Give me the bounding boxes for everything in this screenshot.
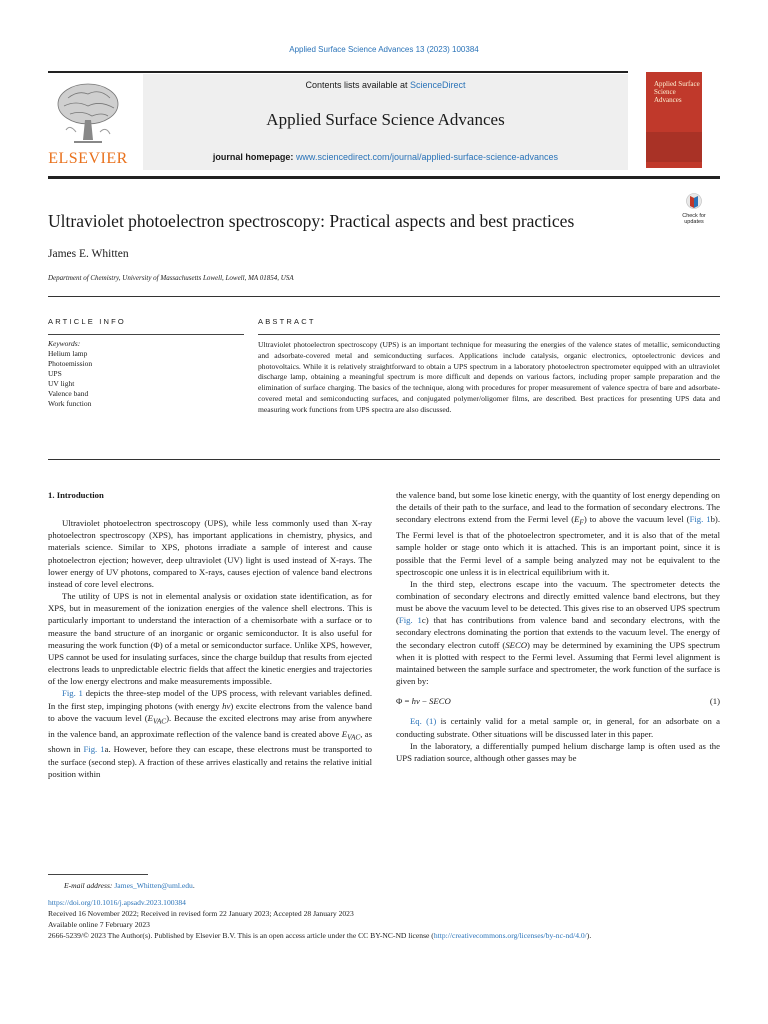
- equation-minus: −: [419, 696, 430, 707]
- abstract-heading: ABSTRACT: [258, 317, 316, 326]
- footnote-rule: [48, 874, 148, 875]
- check-updates-line1: Check for: [682, 213, 706, 219]
- journal-homepage-line: [143, 152, 628, 162]
- article-info-rule: [48, 334, 244, 335]
- check-updates-label: [674, 213, 714, 225]
- symbol-seco: SECO: [505, 639, 528, 650]
- available-online: Available online 7 February 2023: [48, 920, 150, 929]
- journal-title[interactable]: Applied Surface Science Advances: [266, 110, 505, 129]
- email-label: E-mail address:: [64, 881, 115, 890]
- keyword-item: UPS: [48, 369, 62, 378]
- article-info-heading: ARTICLE INFO: [48, 317, 126, 326]
- article-footer: [48, 880, 720, 941]
- received-dates: Received 16 November 2022; Received in revised form 22 January 2023; Accepted 28 January 2023: [48, 909, 354, 918]
- symbol-ef: E: [574, 514, 580, 525]
- section-rule: [48, 296, 720, 297]
- equation-seco: SECO: [429, 696, 451, 707]
- homepage-label: journal homepage:: [212, 152, 296, 162]
- body-paragraph: In the laboratory, a differentially pumped helium discharge lamp is often used as the UPS radiation source, although other gasses may be: [396, 740, 720, 763]
- article-title: Ultraviolet photoelectron spectroscopy: Practical aspects and best practices: [48, 211, 575, 231]
- check-for-updates-button[interactable]: [674, 193, 714, 231]
- text-run: ) may be determined by examining the UPS spectrum when it is plotted with respect to the Fermi level. Assuming that Fermi level alignment is maintained between the sample surface and spectrometer, the work function of the surface is given by:: [396, 639, 720, 687]
- figure-link[interactable]: Fig. 1: [62, 688, 83, 699]
- text-run: ). Because the excited electrons may arise from anywhere in the valence band, an approximate reflection of the valence band is created above: [48, 712, 373, 739]
- text-run: b). The Fermi level is that of the photoelectron spectrometer, and it is also that of the metal sample holder or stage onto which it is attached. This is an important point, since it is possible that the Fermi level of a sample being analyzed may not be equivalent to the spectroscopic one unless it is in electrical equilibrium with it.: [396, 514, 720, 577]
- text-run: a. However, before they can escape, these electrons must be transported to the surface (second step). A fraction of these arrives elastically and retains the relative initial position within: [48, 744, 373, 779]
- equation-hv: hν: [411, 696, 420, 707]
- text-run: , as shown in: [48, 728, 372, 755]
- license-end: ).: [586, 931, 592, 940]
- body-paragraph: The utility of UPS is not in elemental analysis or oxidation state identification, as for XPS, but in measurement of the ionization energies of the valence shell electrons. This is particularly important to understand the interaction of a chemisorbate with a surface or to measure the band structure of an inorganic or organic semiconductor. It is also useful for measuring the work function (Φ) of a metal or semiconductor surface. Unlike XPS, however, UPS cannot be used for insulating surfaces, since the charge buildup that results from ejected electrons leads to unpredictable electric fields that affect the kinetic energies and trajectories of the low energy electrons and make measurements impossible.: [48, 591, 372, 687]
- body-paragraph: [396, 715, 720, 739]
- cover-band: [646, 132, 702, 162]
- abstract-rule: [258, 334, 720, 335]
- author-affiliation: Department of Chemistry, University of Massachusetts Lowell, Lowell, MA 01854, USA: [48, 274, 294, 282]
- license-statement: [48, 930, 720, 941]
- elsevier-tree-icon: [48, 80, 128, 146]
- author-email-link[interactable]: James_Whitten@uml.edu: [114, 881, 193, 890]
- text-run: depicts the three-step model of the UPS process, with relevant variables defined. In the first step, impinging photons (with energy: [48, 688, 372, 711]
- text-run: ) excite electrons from the valence band to above the vacuum level (: [48, 700, 372, 723]
- text-run: is certainly valid for a metal sample or, in general, for an adsorbate on a conducting substrate. Other situations will be discussed later in this paper.: [396, 716, 721, 739]
- journal-masthead: [143, 74, 628, 170]
- check-updates-icon: [686, 193, 702, 211]
- header-rule: [48, 71, 628, 73]
- text-run: c) that has contributions from valence band and secondary electrons, with the secondary electrons dominating the portion that extends to the vacuum level. The energy of the secondary electron cutoff (: [396, 615, 720, 650]
- section-rule: [48, 459, 720, 460]
- equation-1: [396, 695, 720, 707]
- sciencedirect-link[interactable]: ScienceDirect: [410, 80, 466, 90]
- symbol-evac-sub: VAC: [152, 717, 167, 726]
- elsevier-wordmark: ELSEVIER: [48, 150, 128, 167]
- keywords-list: [48, 339, 244, 409]
- license-text: 2666-5239/© 2023 The Author(s). Published by Elsevier B.V. This is an open access article under the CC BY-NC-ND license (: [48, 931, 434, 940]
- email-end: .: [192, 881, 195, 890]
- body-paragraph: Ultraviolet photoelectron spectroscopy (UPS), while less commonly used than X-ray photoelectron spectroscopy (XPS), has important applications in chemistry, physics, and materials science. Similar to XPS, photons irradiate a sample of interest and cause photoelectron ejection; however, deep ultraviolet (UV) light is used instead of X-rays. The lower energy of UV photons, compared to X-rays, causes ejection of valence band electrons instead of core level electrons.: [48, 518, 372, 589]
- figure-link[interactable]: Fig. 1: [83, 744, 105, 755]
- symbol-ef-sub: F: [579, 519, 584, 528]
- keyword-item: UV light: [48, 379, 75, 388]
- introduction-heading: 1. Introduction: [48, 490, 104, 500]
- journal-homepage-link[interactable]: www.sciencedirect.com/journal/applied-surface-science-advances: [295, 152, 559, 162]
- symbol-evac: E: [341, 728, 348, 739]
- keyword-item: Work function: [48, 399, 92, 408]
- doi-link[interactable]: https://doi.org/10.1016/j.apsadv.2023.100384: [48, 898, 186, 907]
- equation-lhs: Φ =: [396, 696, 412, 707]
- license-link[interactable]: http://creativecommons.org/licenses/by-nc-nd/4.0/: [433, 931, 587, 940]
- equation-body: [396, 695, 451, 707]
- body-column-right: [396, 489, 720, 764]
- abstract-text: Ultraviolet photoelectron spectroscopy (UPS) is an important technique for measuring the energies of the valence states of metallic, semiconducting and adsorbate-covered metal and semiconducting surfaces. Applications include catalysis, organic electronics, optoelectronic devices and photovoltaics. While it is relatively straightforward to obtain a UPS spectrum in a laboratory photoelectron spectrometer equipped with an ultraviolet discharge lamp, obtaining a meaningful spectrum is more difficult and depends on various factors, including proper sample preparation and the elimination of surface charging. The basics of the technique, along with procedures for proper measurement of valence spectra of bare and adsorbate-covered metal and semiconducting surfaces, and conjugated polymer/oligomer films, are described. Best practices for presenting UPS data and measuring work functions from UPS spectra are also discussed.: [258, 340, 720, 414]
- cover-title: Applied Surface Science Advances: [654, 80, 700, 104]
- symbol-evac: E: [147, 712, 153, 723]
- keyword-item: Photoemission: [48, 359, 93, 368]
- keywords-label: Keywords:: [48, 339, 81, 348]
- email-footnote: [48, 880, 720, 891]
- keyword-item: Helium lamp: [48, 349, 88, 358]
- contents-prefix: Contents lists available at: [305, 80, 411, 90]
- symbol-hv: hν: [222, 700, 231, 711]
- elsevier-logo[interactable]: [48, 74, 128, 170]
- body-paragraph: [396, 578, 720, 687]
- keyword-item: Valence band: [48, 389, 89, 398]
- journal-cover-thumbnail[interactable]: [646, 72, 702, 168]
- text-run: ) to above the vacuum level (: [583, 514, 690, 525]
- contents-line: [143, 80, 628, 90]
- text-run: In the third step, electrons escape into the vacuum. The spectrometer detects the combination of secondary electrons and directly emitted valence band electrons, but they must be above the vacuum level to be detected. This gives rise to an observed UPS spectrum (: [396, 578, 720, 626]
- author-name[interactable]: James E. Whitten: [48, 248, 129, 260]
- figure-link[interactable]: Fig. 1: [398, 615, 422, 626]
- symbol-evac-sub: VAC: [347, 733, 361, 742]
- header-rule-thick: [48, 176, 720, 179]
- check-updates-line2: updates: [684, 219, 704, 225]
- body-column-left: [48, 489, 372, 780]
- body-paragraph: [396, 489, 720, 578]
- journal-reference[interactable]: Applied Surface Science Advances 13 (2023) 100384: [289, 45, 479, 54]
- body-paragraph: [48, 687, 372, 780]
- text-run: the valence band, but some lose kinetic energy, with the quantity of lost energy depending on the details of their path to the surface, and lead to the formation of secondary electrons. The secondary electrons extend from the Fermi level (: [396, 490, 720, 525]
- equation-number: (1): [709, 696, 720, 707]
- figure-link[interactable]: Fig. 1: [689, 514, 711, 525]
- equation-link[interactable]: Eq. (1): [410, 716, 437, 727]
